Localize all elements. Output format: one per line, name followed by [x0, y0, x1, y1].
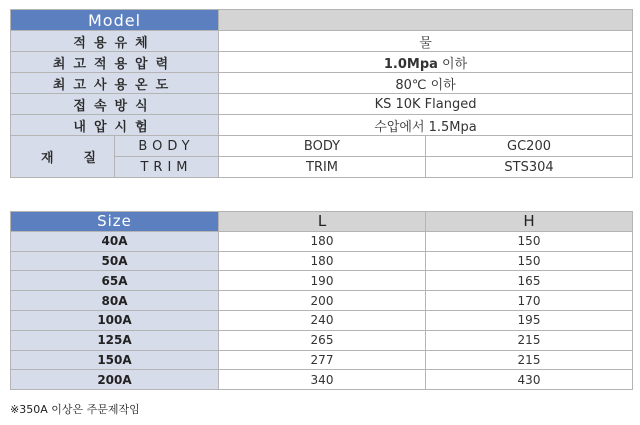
- spec-row: [11, 94, 633, 115]
- h-cell: 215: [426, 350, 633, 370]
- size-cell: 150A: [11, 350, 219, 370]
- l-cell: 240: [219, 310, 426, 330]
- pressure-suffix: 이하: [437, 56, 468, 72]
- spec-row: [11, 115, 633, 136]
- size-table: [10, 211, 633, 390]
- h-cell: 150: [426, 231, 633, 251]
- h-cell: 170: [426, 291, 633, 311]
- material-row: [11, 136, 633, 157]
- size-cell: 125A: [11, 330, 219, 350]
- size-cell: 50A: [11, 251, 219, 271]
- spec-value: 80℃ 이하: [219, 73, 633, 94]
- spec-value: [219, 52, 633, 73]
- size-cell: 100A: [11, 310, 219, 330]
- table-row: [11, 370, 633, 390]
- l-header: L: [219, 212, 426, 232]
- spec-header-row: [11, 10, 633, 31]
- spec-value: 수압에서 1.5Mpa: [219, 115, 633, 136]
- h-cell: 195: [426, 310, 633, 330]
- l-cell: 340: [219, 370, 426, 390]
- spec-value: KS 10K Flanged: [219, 94, 633, 115]
- l-cell: 277: [219, 350, 426, 370]
- size-cell: 200A: [11, 370, 219, 390]
- spec-table: [10, 9, 633, 178]
- model-header-value: [219, 10, 633, 31]
- spec-label: 내압시험: [11, 115, 219, 136]
- h-cell: 430: [426, 370, 633, 390]
- material-sub-label: BODY: [115, 136, 219, 157]
- material-sub-label: TRIM: [115, 157, 219, 178]
- h-cell: 150: [426, 251, 633, 271]
- spec-label: 최고사용온도: [11, 73, 219, 94]
- size-header: Size: [11, 212, 219, 232]
- table-row: [11, 271, 633, 291]
- material-spec: STS304: [426, 157, 633, 178]
- material-label: 재질: [11, 136, 115, 178]
- material-part: BODY: [219, 136, 426, 157]
- spec-value: 물: [219, 31, 633, 52]
- l-cell: 265: [219, 330, 426, 350]
- table-row: [11, 251, 633, 271]
- table-row: [11, 231, 633, 251]
- h-cell: 215: [426, 330, 633, 350]
- l-cell: 200: [219, 291, 426, 311]
- table-row: [11, 330, 633, 350]
- spec-row: [11, 52, 633, 73]
- material-part: TRIM: [219, 157, 426, 178]
- model-header: Model: [11, 10, 219, 31]
- size-cell: 40A: [11, 231, 219, 251]
- spec-row: [11, 73, 633, 94]
- table-row: [11, 291, 633, 311]
- table-row: [11, 310, 633, 330]
- h-cell: 165: [426, 271, 633, 291]
- spec-label: 적용유체: [11, 31, 219, 52]
- l-cell: 180: [219, 251, 426, 271]
- l-cell: 190: [219, 271, 426, 291]
- l-cell: 180: [219, 231, 426, 251]
- footnote: ※350A 이상은 주문제작임: [10, 403, 140, 416]
- size-header-row: [11, 212, 633, 232]
- size-cell: 65A: [11, 271, 219, 291]
- pressure-value: 1.0Mpa: [383, 56, 438, 72]
- spec-row: [11, 31, 633, 52]
- spec-label: 최고적용압력: [11, 52, 219, 73]
- size-cell: 80A: [11, 291, 219, 311]
- table-row: [11, 350, 633, 370]
- material-spec: GC200: [426, 136, 633, 157]
- h-header: H: [426, 212, 633, 232]
- spec-label: 접속방식: [11, 94, 219, 115]
